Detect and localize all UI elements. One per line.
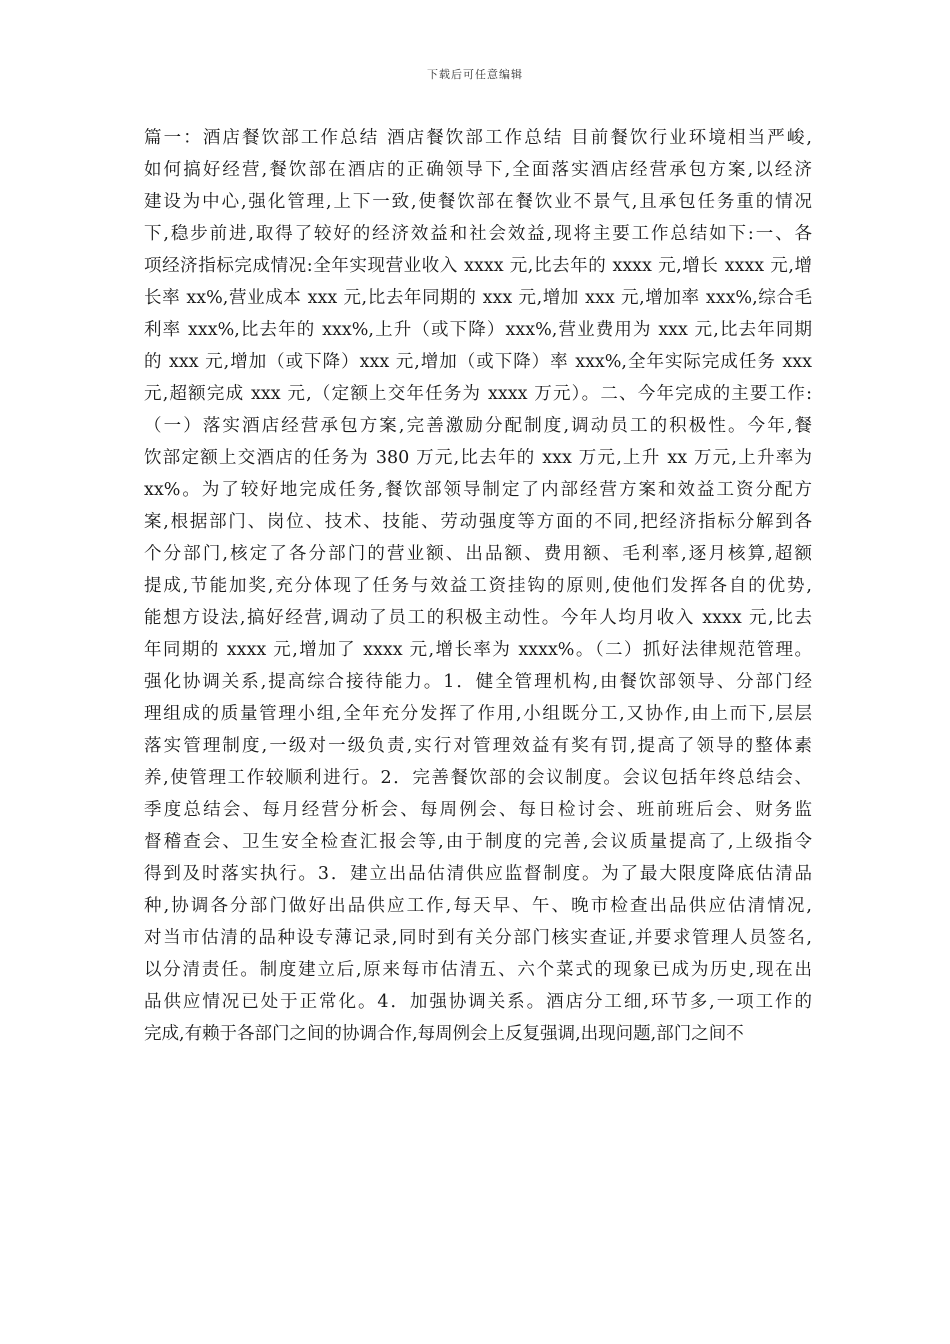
text-line: 篇一：酒店餐饮部工作总结 酒店餐饮部工作总结 目前餐饮行业环境相当严峻, bbox=[144, 128, 812, 148]
text-line: 以分清责任。制度建立后,原来每市估清五、六个菜式的现象已成为历史,现在出 bbox=[144, 960, 812, 980]
text-line: 能想方设法,搞好经营,调动了员工的积极主动性。今年人均月收入 xxxx 元,比去 bbox=[144, 608, 812, 628]
text-line: 养,使管理工作较顺利进行。2．完善餐饮部的会议制度。会议包括年终总结会、 bbox=[144, 768, 812, 788]
text-line: 督稽查会、卫生安全检查汇报会等,由于制度的完善,会议质量提高了,上级指令 bbox=[144, 832, 812, 852]
text-line: 项经济指标完成情况:全年实现营业收入 xxxx 元,比去年的 xxxx 元,增长 xxxx 元,增 bbox=[144, 256, 812, 276]
text-line: 个分部门,核定了各分部门的营业额、出品额、费用额、毛利率,逐月核算,超额 bbox=[144, 544, 812, 564]
text-line: 饮部定额上交酒店的任务为 380 万元,比去年的 xxx 万元,上升 xx 万元,上升率为 bbox=[144, 448, 812, 468]
text-line: 品供应情况已处于正常化。4．加强协调关系。酒店分工细,环节多,一项工作的 bbox=[144, 992, 812, 1012]
text-line: 长率 xx%,营业成本 xxx 元,比去年同期的 xxx 元,增加 xxx 元,增加率 xxx%,综合毛 bbox=[144, 288, 812, 308]
text-line: （一）落实酒店经营承包方案,完善激励分配制度,调动员工的积极性。今年,餐 bbox=[144, 416, 812, 436]
text-line: 提成,节能加奖,充分体现了任务与效益工资挂钩的原则,使他们发挥各自的优势, bbox=[144, 576, 812, 596]
text-line: 下,稳步前进,取得了较好的经济效益和社会效益,现将主要工作总结如下:一、各 bbox=[144, 224, 812, 244]
text-line: 完成,有赖于各部门之间的协调合作,每周例会上反复强调,出现问题,部门之间不 bbox=[144, 1024, 744, 1044]
text-line: 种,协调各分部门做好出品供应工作,每天早、午、晚市检查出品供应估清情况, bbox=[144, 896, 812, 916]
text-line: 得到及时落实执行。3．建立出品估清供应监督制度。为了最大限度降底估清品 bbox=[144, 864, 812, 884]
text-line: 年同期的 xxxx 元,增加了 xxxx 元,增长率为 xxxx%。（二）抓好法律规范管理。 bbox=[144, 640, 812, 660]
text-line: 利率 xxx%,比去年的 xxx%,上升（或下降）xxx%,营业费用为 xxx 元,比去年同期 bbox=[144, 320, 812, 340]
text-line: 对当市估清的品种设专薄记录,同时到有关分部门核实查证,并要求管理人员签名, bbox=[144, 928, 812, 948]
text-line: 强化协调关系,提高综合接待能力。1．健全管理机构,由餐饮部领导、分部门经 bbox=[144, 672, 812, 692]
text-line: 的 xxx 元,增加（或下降）xxx 元,增加（或下降）率 xxx%,全年实际完成任务 xxx bbox=[144, 352, 812, 372]
page-header: 下载后可任意编辑 bbox=[427, 68, 523, 81]
text-line: 案,根据部门、岗位、技术、技能、劳动强度等方面的不同,把经济指标分解到各 bbox=[144, 512, 812, 532]
document-body bbox=[144, 122, 812, 1050]
text-line: 元,超额完成 xxx 元,（定额上交年任务为 xxxx 万元）。二、今年完成的主要工作: bbox=[144, 384, 812, 404]
text-line: 理组成的质量管理小组,全年充分发挥了作用,小组既分工,又协作,由上而下,层层 bbox=[144, 704, 812, 724]
text-line: 如何搞好经营,餐饮部在酒店的正确领导下,全面落实酒店经营承包方案,以经济 bbox=[144, 160, 812, 180]
text-line: xx%。为了较好地完成任务,餐饮部领导制定了内部经营方案和效益工资分配方 bbox=[144, 480, 812, 500]
text-line: 落实管理制度,一级对一级负责,实行对管理效益有奖有罚,提高了领导的整体素 bbox=[144, 736, 812, 756]
text-line: 建设为中心,强化管理,上下一致,使餐饮部在餐饮业不景气,且承包任务重的情况 bbox=[144, 192, 812, 212]
text-line: 季度总结会、每月经营分析会、每周例会、每日检讨会、班前班后会、财务监 bbox=[144, 800, 812, 820]
